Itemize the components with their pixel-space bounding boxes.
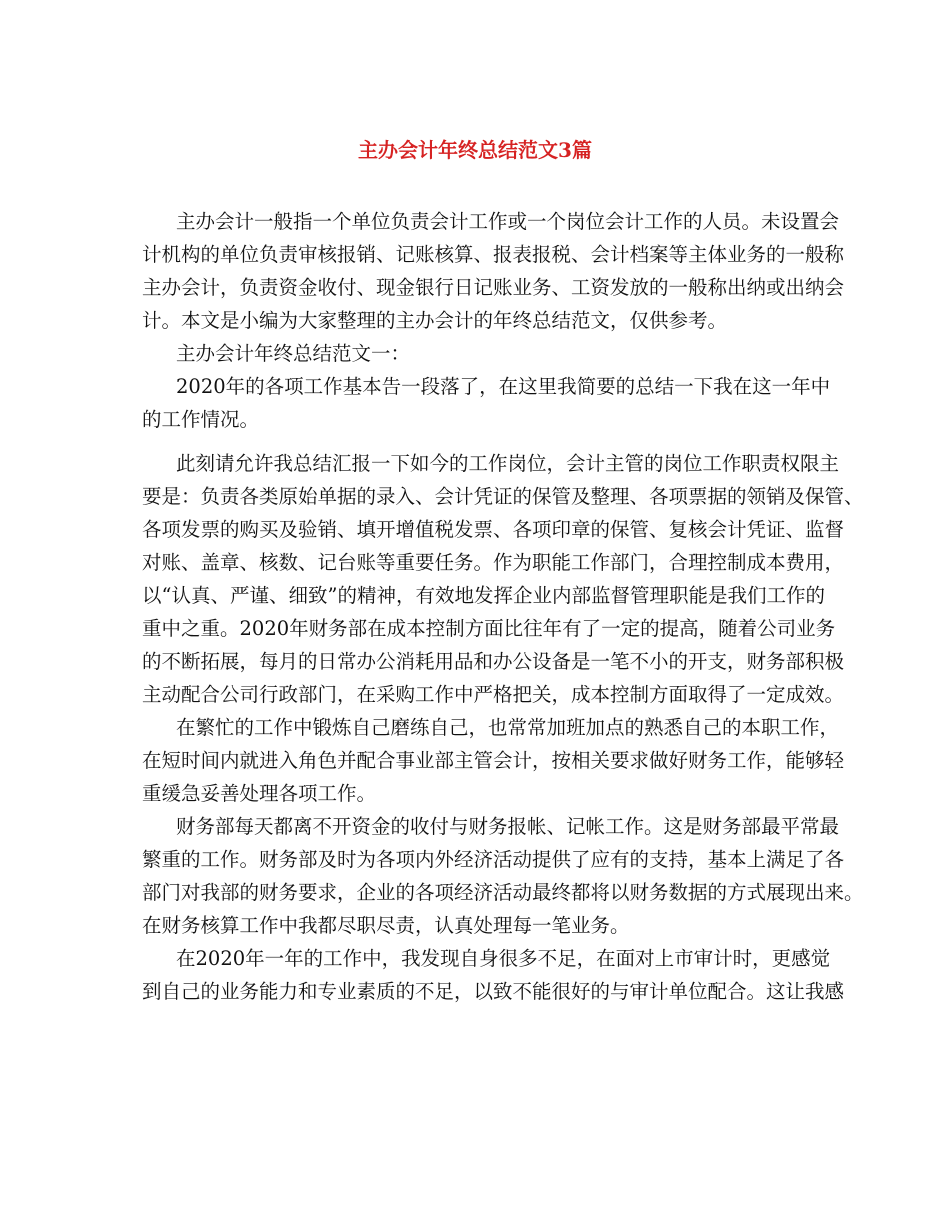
paragraph-line: 部门对我部的财务要求，企业的各项经济活动最终都将以财务数据的方式展现出来。 <box>142 881 864 904</box>
paragraph-line: 要是：负责各类原始单据的录入、会计凭证的保管及整理、各项票据的领销及保管、 <box>142 485 864 508</box>
paragraph-line: 的不断拓展，每月的日常办公消耗用品和办公设备是一笔不小的开支，财务部积极 <box>142 650 845 673</box>
paragraph-line: 在2020年一年的工作中，我发现自身很多不足，在面对上市审计时，更感觉 <box>176 947 831 970</box>
paragraph-line: 主办会计一般指一个单位负责会计工作或一个岗位会计工作的人员。未设置会 <box>176 210 840 233</box>
paragraph-line: 计机构的单位负责审核报销、记账核算、报表报税、会计档案等主体业务的一般称 <box>142 243 845 266</box>
paragraph-line: 在短时间内就进入角色并配合事业部主管会计，按相关要求做好财务工作，能够轻 <box>142 749 845 772</box>
paragraph-line: 主动配合公司行政部门，在采购工作中严格把关，成本控制方面取得了一定成效。 <box>142 683 845 706</box>
paragraph-line: 主办会计，负责资金收付、现金银行日记账业务、工资发放的一般称出纳或出纳会 <box>142 276 845 299</box>
document-title: 主办会计年终总结范文3篇 <box>358 138 592 162</box>
paragraph-line: 计。本文是小编为大家整理的主办会计的年终总结范文，仅供参考。 <box>142 309 728 332</box>
paragraph-line: 在繁忙的工作中锻炼自己磨练自己，也常常加班加点的熟悉自己的本职工作， <box>176 716 840 739</box>
paragraph-line: 的工作情况。 <box>142 408 260 431</box>
paragraph-line: 财务部每天都离不开资金的收付与财务报帐、记帐工作。这是财务部最平常最 <box>176 815 840 838</box>
paragraph-line: 繁重的工作。财务部及时为各项内外经济活动提供了应有的支持，基本上满足了各 <box>142 848 845 871</box>
paragraph-line: 2020年的各项工作基本告一段落了，在这里我简要的总结一下我在这一年中 <box>176 375 831 398</box>
paragraph-line: 以“认真、严谨、细致”的精神，有效地发挥企业内部监督管理职能是我们工作的 <box>142 584 825 607</box>
paragraph-line: 在财务核算工作中我都尽职尽责，认真处理每一笔业务。 <box>142 914 630 937</box>
paragraph-line: 到自己的业务能力和专业素质的不足，以致不能很好的与审计单位配合。这让我感 <box>142 980 845 1003</box>
paragraph-line: 对账、盖章、核数、记台账等重要任务。作为职能工作部门，合理控制成本费用， <box>142 551 845 574</box>
paragraph-line: 各项发票的购买及验销、填开增值税发票、各项印章的保管、复核会计凭证、监督 <box>142 518 845 541</box>
paragraph-line: 重缓急妥善处理各项工作。 <box>142 782 377 805</box>
paragraph-line: 此刻请允许我总结汇报一下如今的工作岗位，会计主管的岗位工作职责权限主 <box>176 452 840 475</box>
paragraph-line: 重中之重。2020年财务部在成本控制方面比往年有了一定的提高，随着公司业务 <box>142 617 836 640</box>
section-heading: 主办会计年终总结范文一： <box>176 342 411 365</box>
